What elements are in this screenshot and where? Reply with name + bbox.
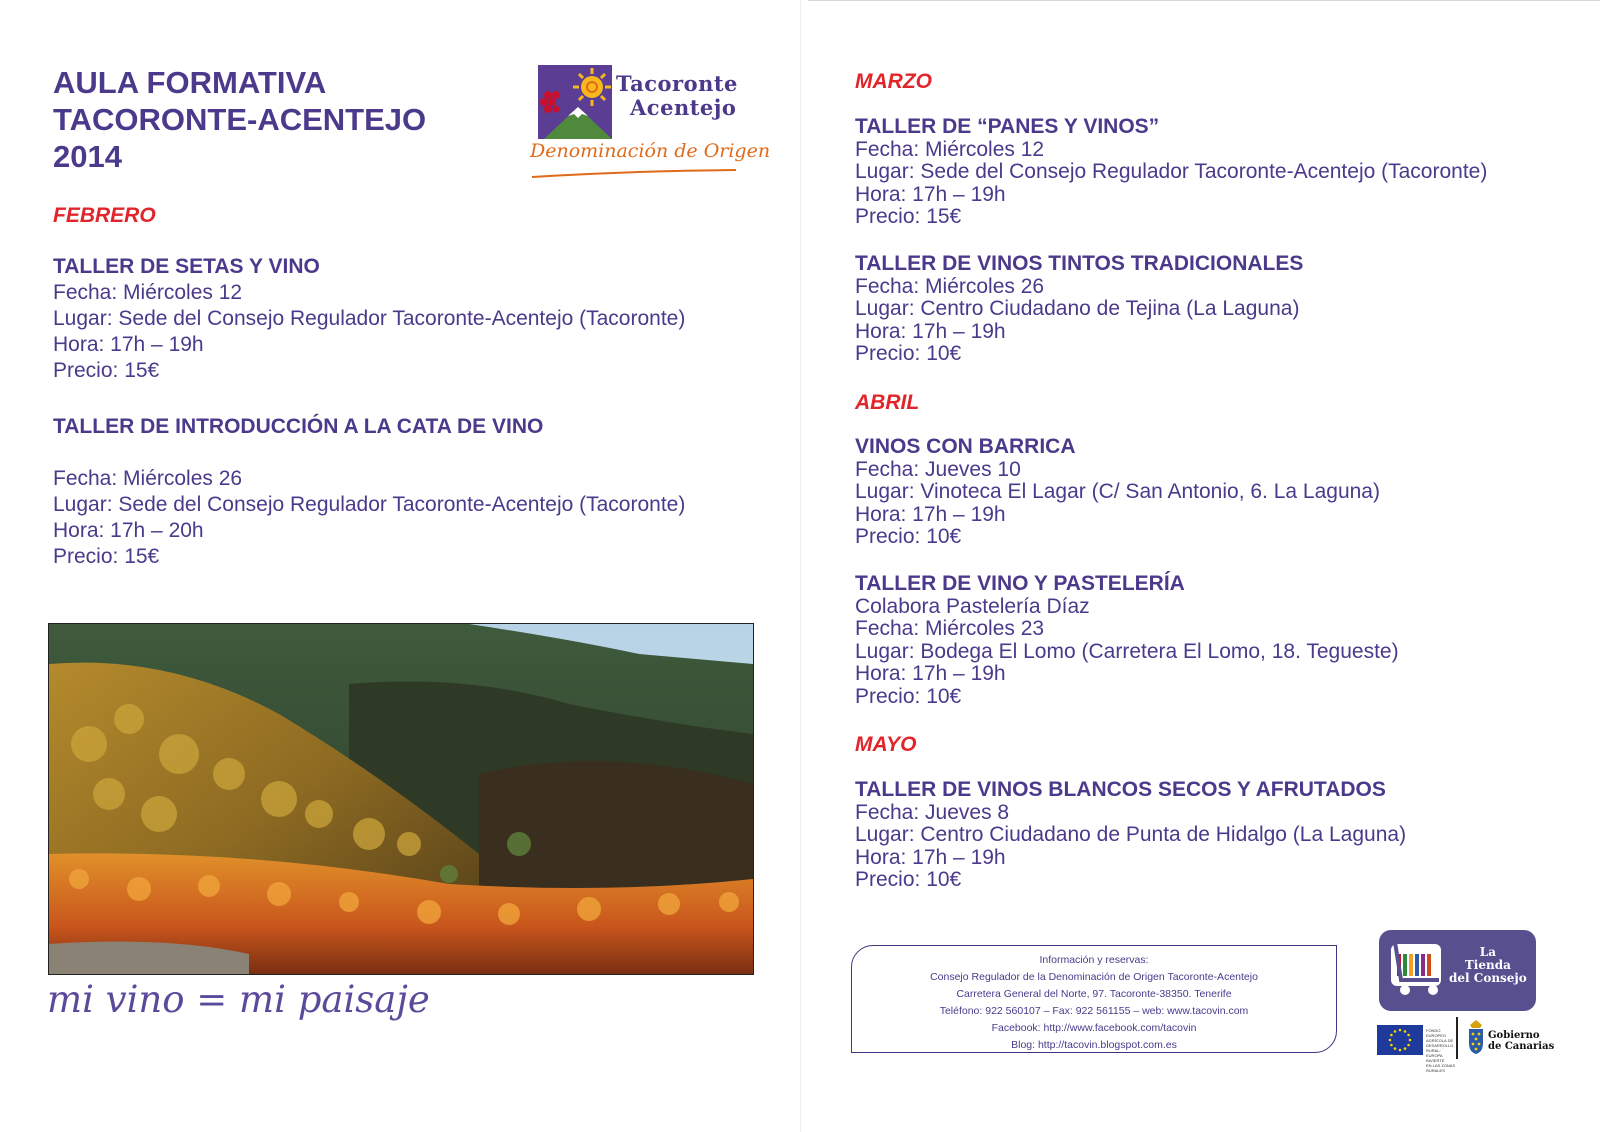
workshop-price: Precio: 10€ [855,684,962,708]
tienda-line-2: Tienda [1464,958,1511,972]
eu-caption-line-5: EN LAS ZONAS RURALES [1426,1063,1456,1073]
gobierno-line-1: Gobierno [1488,1030,1540,1041]
landscape-image [49,624,753,974]
workshop-time: Hora: 17h – 19h [53,333,204,356]
workshop-time: Hora: 17h – 20h [53,519,204,542]
workshop-price: Precio: 15€ [53,359,160,382]
eu-caption-line-1: FONDO EUROPEO [1426,1028,1447,1038]
tienda-wordmark [1449,946,1527,985]
workshop-time: Hora: 17h – 19h [855,845,1006,869]
workshop-title: VINOS CON BARRICA [855,435,1076,458]
gobierno-line-2: de Canarias [1488,1041,1555,1052]
eu-caption-line-3: DESARROLLO RURAL: [1426,1043,1454,1053]
workshop-introduccion-cata [53,414,685,570]
workshop-price: Precio: 15€ [855,205,962,229]
month-marzo: MARZO [855,70,932,93]
title-line-1: AULA FORMATIVA [53,65,327,100]
canarias-coat-of-arms-icon [1466,1019,1486,1055]
workshop-date: Fecha: Miércoles 26 [855,274,1045,298]
logo-wordmark [616,72,738,120]
tagline: mi vino = mi paisaje [47,978,430,1021]
workshop-place: Lugar: Centro Ciudadano de Tejina (La Laguna) [855,297,1300,321]
info-blog: Blog: http://tacovin.blogspot.com.es [1011,1039,1177,1051]
page-title [53,64,426,175]
gobierno-de-canarias-wordmark [1488,1030,1554,1052]
workshop-date: Fecha: Miércoles 12 [53,281,243,304]
eu-caption-line-2: AGRÍCOLA DE [1426,1038,1454,1043]
workshop-place: Lugar: Bodega El Lomo (Carretera El Lomo, 18. Tegueste) [855,639,1399,663]
workshop-title: TALLER DE SETAS Y VINO [53,255,320,278]
workshop-price: Precio: 15€ [53,545,160,568]
workshop-time: Hora: 17h – 19h [855,319,1006,343]
workshop-setas-y-vino [53,254,685,384]
month-abril: ABRIL [855,391,920,414]
workshop-title: TALLER DE VINOS BLANCOS SECOS Y AFRUTADOS [855,778,1386,801]
tienda-line-3: del Consejo [1449,971,1527,985]
workshop-date: Fecha: Jueves 8 [855,800,1010,824]
month-mayo: MAYO [855,733,917,756]
shopping-cart-icon [1383,936,1451,1000]
workshop-price: Precio: 10€ [855,868,962,892]
eu-caption-line-4: EUROPA INVIERTE [1426,1053,1445,1063]
workshop-place: Lugar: Sede del Consejo Regulador Tacoronte-Acentejo (Tacoronte) [855,160,1488,184]
workshop-place: Lugar: Centro Ciudadano de Punta de Hidalgo (La Laguna) [855,823,1407,847]
workshop-title: TALLER DE “PANES Y VINOS” [855,115,1160,138]
logo-subtitle: Denominación de Origen [530,140,771,162]
info-address: Carretera General del Norte, 97. Tacoronte-38350. Tenerife [956,988,1232,1000]
workshop-date: Fecha: Miércoles 12 [855,137,1045,161]
workshop-price: Precio: 10€ [855,525,962,549]
logo-underline-stroke [530,168,740,180]
workshop-date: Fecha: Jueves 10 [855,457,1021,481]
workshop-vinos-tintos [855,253,1303,366]
workshop-vinos-con-barrica [855,436,1380,549]
workshop-panes-y-vinos [855,116,1487,229]
month-febrero: FEBRERO [53,204,156,227]
info-reservas-box [851,945,1337,1053]
workshop-vinos-blancos [855,779,1406,892]
info-organization: Consejo Regulador de la Denominación de Origen Tacoronte-Acentejo [930,971,1258,983]
eu-flag-icon [1377,1025,1423,1055]
page-fold [800,0,801,1132]
workshop-date: Fecha: Miércoles 26 [53,467,243,490]
tacoronte-acentejo-logo [530,60,771,184]
vineyard-landscape-photo [48,623,754,975]
workshop-place: Lugar: Sede del Consejo Regulador Tacoronte-Acentejo (Tacoronte) [53,493,686,516]
workshop-date: Fecha: Miércoles 23 [855,617,1045,641]
workshop-title: TALLER DE VINOS TINTOS TRADICIONALES [855,252,1304,275]
workshop-place: Lugar: Sede del Consejo Regulador Tacoronte-Acentejo (Tacoronte) [53,307,686,330]
tienda-line-1: La [1479,945,1496,959]
info-heading: Información y reservas: [1039,954,1149,966]
top-edge-line [808,0,1600,1]
info-facebook: Facebook: http://www.facebook.com/tacovin [991,1022,1197,1034]
workshop-title: TALLER DE VINO Y PASTELERÍA [855,572,1185,595]
workshop-title: TALLER DE INTRODUCCIÓN A LA CATA DE VINO [53,415,544,438]
title-line-3: 2014 [53,139,122,174]
info-phone-web: Teléfono: 922 560107 – Fax: 922 561155 – web: www.tacovin.com [939,1005,1249,1017]
workshop-place: Lugar: Vinoteca El Lagar (C/ San Antonio, 6. La Laguna) [855,480,1380,504]
la-tienda-del-consejo-logo [1379,930,1536,1011]
logo-name-line-2: Acentejo [630,95,737,120]
workshop-time: Hora: 17h – 19h [855,662,1006,686]
title-line-2: TACORONTE-ACENTEJO [53,102,427,137]
logos-divider [1456,1017,1458,1059]
workshop-time: Hora: 17h – 19h [855,502,1006,526]
workshop-price: Precio: 10€ [855,342,962,366]
workshop-collaborator: Colabora Pastelería Díaz [855,594,1090,618]
logo-name-line-1: Tacoronte [616,71,738,96]
workshop-vino-y-pasteleria [855,573,1399,709]
do-emblem-icon [538,65,612,139]
workshop-time: Hora: 17h – 19h [855,182,1006,206]
eu-feader-caption [1426,1028,1456,1073]
